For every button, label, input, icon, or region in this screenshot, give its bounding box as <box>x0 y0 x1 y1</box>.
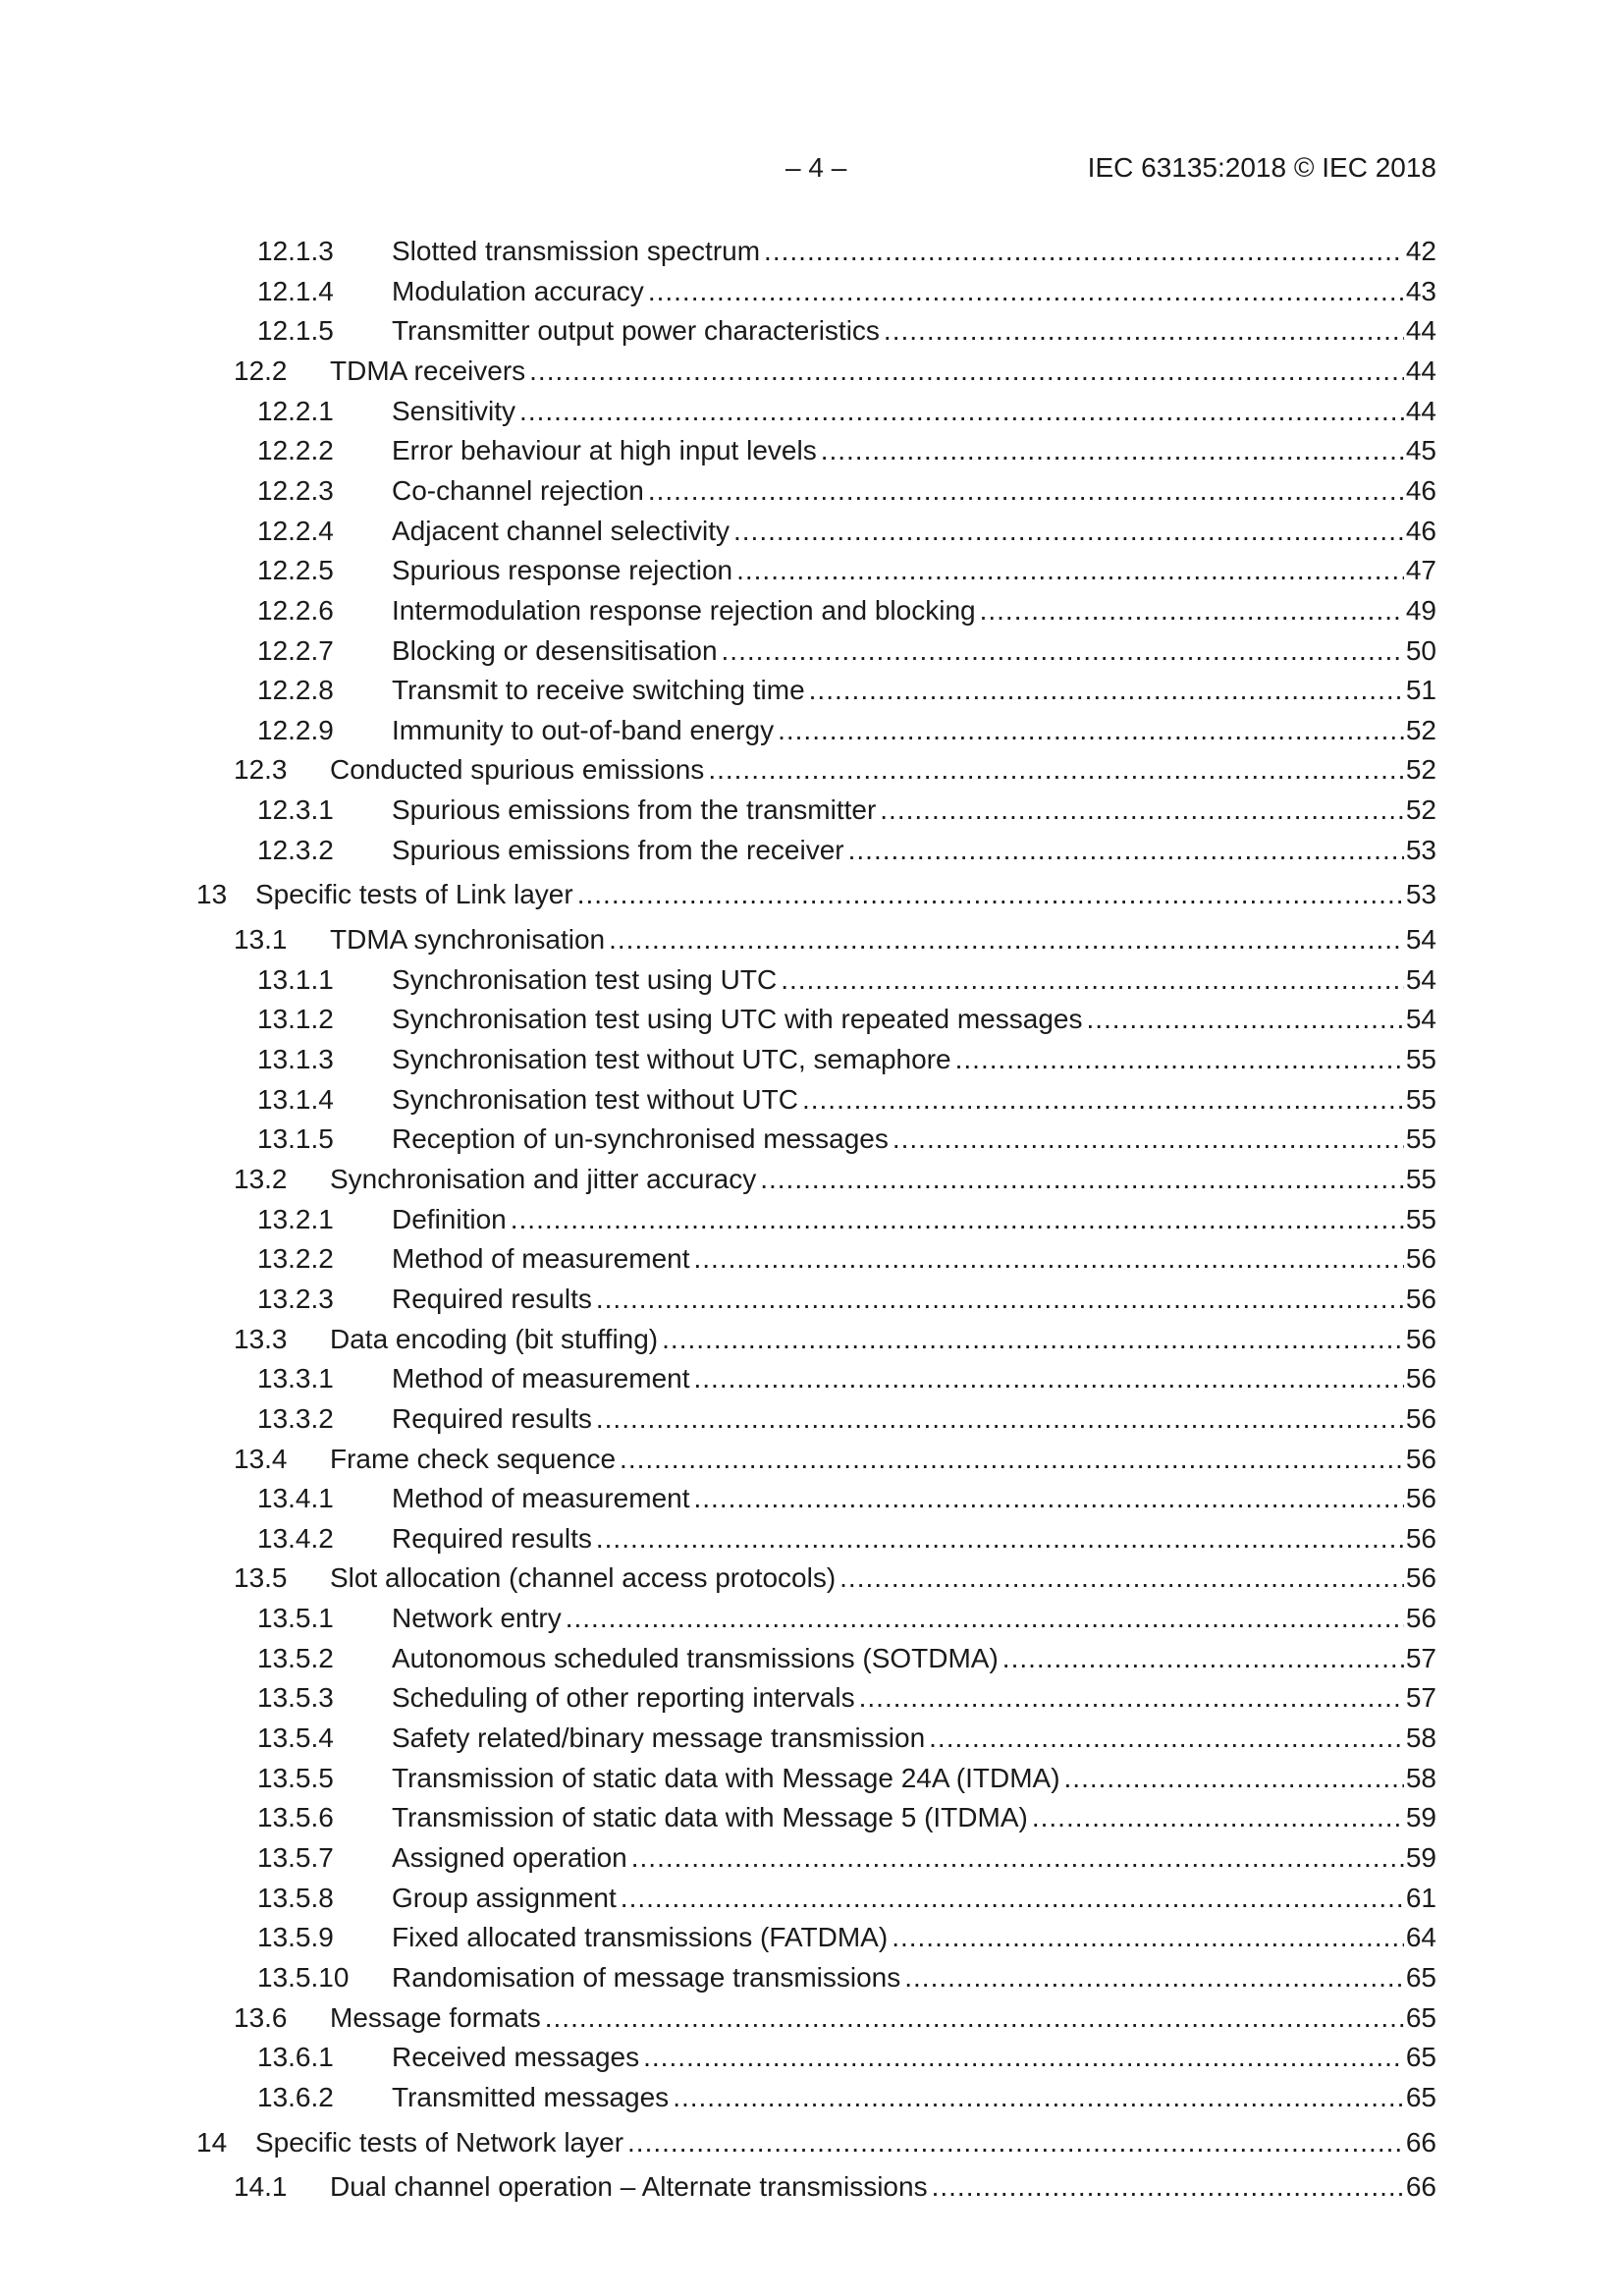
toc-entry-title: Method of measurement <box>392 1243 690 1275</box>
toc-entry-title-line <box>392 2038 1436 2077</box>
toc-entry-page: 51 <box>1405 675 1436 706</box>
toc-entry-number: 12.1.5 <box>257 315 334 347</box>
toc-entry-title: Autonomous scheduled transmissions (SOTDMA) <box>392 1642 999 1673</box>
dot-leader <box>980 591 1404 630</box>
dot-leader <box>648 272 1404 311</box>
toc-entry[interactable] <box>0 1479 1623 1518</box>
toc-entry-page: 50 <box>1405 634 1436 666</box>
toc-entry-number: 13 <box>196 879 228 910</box>
toc-entry[interactable] <box>0 1599 1623 1638</box>
toc-entry[interactable] <box>0 392 1623 431</box>
toc-entry[interactable] <box>0 1080 1623 1120</box>
page-number: – 4 – <box>785 152 847 183</box>
toc-entry-number: 13.6.1 <box>257 2042 334 2073</box>
toc-entry-number: 12.2.6 <box>257 594 334 626</box>
toc-entry-title: Spurious emissions from the transmitter <box>392 794 877 826</box>
toc-entry[interactable] <box>0 431 1623 470</box>
dot-leader <box>519 392 1404 431</box>
toc-entry-title-line <box>255 875 1436 914</box>
dot-leader <box>859 1678 1404 1718</box>
toc-entry[interactable] <box>0 1678 1623 1718</box>
toc-entry-page: 52 <box>1405 714 1436 745</box>
standard-reference: IEC 63135:2018 © IEC 2018 <box>1087 152 1436 183</box>
toc-entry-number: 13.4.2 <box>257 1522 334 1554</box>
dot-leader <box>511 1200 1404 1239</box>
toc-entry-title-line <box>330 1440 1436 1479</box>
toc-entry[interactable] <box>0 272 1623 311</box>
toc-entry-title-line <box>392 1080 1436 1120</box>
dot-leader <box>643 2038 1404 2077</box>
toc-entry[interactable] <box>0 1838 1623 1878</box>
toc-entry-number: 13.3.2 <box>257 1402 334 1434</box>
toc-entry[interactable] <box>0 1519 1623 1558</box>
toc-entry-title-line <box>392 1918 1436 1957</box>
toc-entry-page: 65 <box>1405 2081 1436 2112</box>
toc-entry-title-line <box>392 1958 1436 1997</box>
toc-entry-title: Adjacent channel selectivity <box>392 515 730 546</box>
toc-entry-title-line <box>330 352 1436 391</box>
toc-entry-number: 13.5.8 <box>257 1882 334 1913</box>
toc-entry-number: 13.2.2 <box>257 1243 334 1275</box>
toc-entry[interactable] <box>0 960 1623 1000</box>
toc-entry-title: Synchronisation test using UTC with repeated messages <box>392 1004 1083 1035</box>
toc-entry-title: Required results <box>392 1522 592 1554</box>
toc-entry-number: 12.2.8 <box>257 675 334 706</box>
toc-entry-number: 12.3.1 <box>257 794 334 826</box>
toc-entry-page: 54 <box>1405 963 1436 995</box>
toc-entry[interactable] <box>0 1239 1623 1279</box>
toc-entry-page: 56 <box>1405 1522 1436 1554</box>
dot-leader <box>781 960 1404 1000</box>
toc-entry-title-line <box>392 1479 1436 1518</box>
toc-entry-title-line <box>392 1239 1436 1279</box>
toc-entry-title: Required results <box>392 1283 592 1314</box>
toc-entry-page: 57 <box>1405 1642 1436 1673</box>
toc-entry-page: 46 <box>1405 515 1436 546</box>
toc-entry-page: 65 <box>1405 2001 1436 2033</box>
toc-entry-page: 44 <box>1405 395 1436 426</box>
toc-entry-page: 49 <box>1405 594 1436 626</box>
dot-leader <box>955 1040 1404 1079</box>
toc-entry-title-line <box>392 1599 1436 1638</box>
toc-entry-page: 55 <box>1405 1163 1436 1194</box>
toc-entry-title-line <box>392 471 1436 511</box>
dot-leader <box>1086 1000 1403 1039</box>
toc-entry-number: 13.5.5 <box>257 1762 334 1793</box>
dot-leader <box>1064 1759 1404 1798</box>
toc-entry-title-line <box>392 1000 1436 1039</box>
dot-leader <box>545 1998 1404 2038</box>
dot-leader <box>596 1399 1404 1439</box>
toc-entry[interactable] <box>0 920 1623 959</box>
toc-entry-number: 12.2.3 <box>257 474 334 506</box>
toc-entry-title: Transmitted messages <box>392 2081 670 2112</box>
toc-entry-title-line <box>330 750 1436 790</box>
toc-entry-title-line <box>392 232 1436 271</box>
toc-entry-title: Specific tests of Network layer <box>255 2126 624 2158</box>
toc-entry-page: 52 <box>1405 794 1436 826</box>
toc-entry-page: 56 <box>1405 1243 1436 1275</box>
toc-entry-page: 42 <box>1405 236 1436 266</box>
dot-leader <box>932 2167 1404 2207</box>
toc-entry[interactable] <box>0 1958 1623 1997</box>
toc-entry-number: 12.2.9 <box>257 714 334 745</box>
toc-entry[interactable] <box>0 2123 1623 2162</box>
toc-entry[interactable] <box>0 1160 1623 1199</box>
toc-entry[interactable] <box>0 1998 1623 2038</box>
toc-entry-title-line <box>392 512 1436 551</box>
toc-entry-title: Spurious response rejection <box>392 555 733 586</box>
toc-entry-title: Intermodulation response rejection and blocking <box>392 594 976 626</box>
toc-entry-title: Scheduling of other reporting intervals <box>392 1682 855 1714</box>
toc-entry-number: 12.2.7 <box>257 634 334 666</box>
toc-entry[interactable] <box>0 631 1623 671</box>
toc-entry-title: Network entry <box>392 1603 562 1634</box>
toc-entry-title-line <box>392 831 1436 870</box>
toc-entry-page: 56 <box>1405 1402 1436 1434</box>
toc-entry-title-line <box>392 1040 1436 1079</box>
toc-entry-number: 13.6 <box>234 2001 288 2033</box>
toc-entry-page: 66 <box>1405 2126 1436 2158</box>
toc-entry-page: 54 <box>1405 924 1436 956</box>
toc-entry-number: 13.5.2 <box>257 1642 334 1673</box>
toc-entry-title: Message formats <box>330 2001 541 2033</box>
toc-entry-page: 53 <box>1405 834 1436 865</box>
toc-entry[interactable] <box>0 2167 1623 2207</box>
toc-entry-page: 58 <box>1405 1762 1436 1793</box>
toc-entry-page: 61 <box>1405 1882 1436 1913</box>
toc-entry[interactable] <box>0 2038 1623 2077</box>
toc-entry[interactable] <box>0 591 1623 630</box>
toc-entry-page: 46 <box>1405 474 1436 506</box>
toc-entry[interactable] <box>0 1000 1623 1039</box>
toc-entry-number: 12.3 <box>234 754 288 786</box>
toc-entry-page: 58 <box>1405 1722 1436 1754</box>
toc-entry-title: Synchronisation test using UTC <box>392 963 778 995</box>
toc-entry-title-line <box>330 1558 1436 1598</box>
toc-entry-number: 12.2.1 <box>257 395 334 426</box>
toc-entry-page: 66 <box>1405 2171 1436 2203</box>
toc-entry-title: Transmit to receive switching time <box>392 675 805 706</box>
toc-entry-number: 12.2.5 <box>257 555 334 586</box>
toc-entry-title: Modulation accuracy <box>392 275 644 306</box>
toc-entry-title: Safety related/binary message transmission <box>392 1722 926 1754</box>
toc-entry-title-line <box>392 711 1436 750</box>
toc-entry-title-line <box>255 2123 1436 2162</box>
toc-entry[interactable] <box>0 1120 1623 1159</box>
toc-entry-page: 56 <box>1405 1443 1436 1474</box>
toc-entry-title-line <box>392 392 1436 431</box>
dot-leader <box>1032 1798 1404 1837</box>
toc-entry-number: 13.5.1 <box>257 1603 334 1634</box>
dot-leader <box>802 1080 1404 1120</box>
toc-entry-page: 56 <box>1405 1562 1436 1594</box>
toc-entry-title: Error behaviour at high input levels <box>392 435 817 466</box>
toc-entry-page: 57 <box>1405 1682 1436 1714</box>
toc-entry-page: 44 <box>1405 355 1436 386</box>
toc-entry[interactable] <box>0 1879 1623 1918</box>
toc-entry-page: 56 <box>1405 1483 1436 1514</box>
toc-entry[interactable] <box>0 875 1623 914</box>
dot-leader <box>648 471 1404 511</box>
toc-entry-number: 13.5 <box>234 1562 288 1594</box>
toc-entry-number: 12.2 <box>234 355 288 386</box>
dot-leader <box>764 232 1404 271</box>
toc-entry-number: 13.2.1 <box>257 1203 334 1234</box>
dot-leader <box>631 1838 1404 1878</box>
dot-leader <box>821 431 1404 470</box>
dot-leader <box>722 631 1404 671</box>
toc-entry-title-line <box>392 631 1436 671</box>
toc-entry-page: 65 <box>1405 2042 1436 2073</box>
toc-entry-title-line <box>392 1200 1436 1239</box>
toc-entry-title: Reception of un-synchronised messages <box>392 1123 889 1155</box>
toc-entry-number: 13.5.7 <box>257 1842 334 1873</box>
toc-entry-page: 64 <box>1405 1922 1436 1953</box>
toc-entry-title-line <box>330 2167 1436 2207</box>
toc-entry-title: Received messages <box>392 2042 640 2073</box>
toc-entry[interactable] <box>0 1918 1623 1957</box>
toc-entry[interactable] <box>0 2078 1623 2117</box>
toc-entry-title-line <box>392 1798 1436 1837</box>
toc-entry-title-line <box>392 272 1436 311</box>
toc-entry-number: 13.1.1 <box>257 963 334 995</box>
toc-entry-title: Required results <box>392 1402 592 1434</box>
dot-leader <box>577 875 1404 914</box>
toc-entry-title-line <box>330 1998 1436 2038</box>
toc-entry-number: 13.5.3 <box>257 1682 334 1714</box>
toc-entry-page: 55 <box>1405 1083 1436 1115</box>
toc-entry-title: Method of measurement <box>392 1363 690 1394</box>
toc-entry-title: Immunity to out-of-band energy <box>392 714 775 745</box>
toc-entry-title: Transmitter output power characteristics <box>392 315 880 347</box>
dot-leader <box>708 750 1404 790</box>
toc-entry-number: 13.1 <box>234 924 288 956</box>
dot-leader <box>736 551 1404 590</box>
toc-entry[interactable] <box>0 1719 1623 1758</box>
dot-leader <box>929 1719 1404 1758</box>
toc-entry-title: Sensitivity <box>392 395 516 426</box>
toc-entry-page: 59 <box>1405 1842 1436 1873</box>
toc-entry[interactable] <box>0 831 1623 870</box>
toc-entry-page: 55 <box>1405 1123 1436 1155</box>
dot-leader <box>880 791 1404 830</box>
dot-leader <box>662 1320 1404 1359</box>
dot-leader <box>893 1120 1404 1159</box>
toc-entry-title: Transmission of static data with Message 24A (ITDMA) <box>392 1762 1060 1793</box>
toc-entry-number: 13.3 <box>234 1323 288 1354</box>
toc-entry-number: 13.6.2 <box>257 2081 334 2112</box>
toc-entry[interactable] <box>0 1280 1623 1319</box>
dot-leader <box>694 1359 1404 1398</box>
toc-entry-number: 13.5.10 <box>257 1961 350 1993</box>
toc-entry-title: Group assignment <box>392 1882 617 1913</box>
toc-entry-title-line <box>392 791 1436 830</box>
toc-entry-title: Transmission of static data with Message 5 (ITDMA) <box>392 1802 1028 1833</box>
toc-entry[interactable] <box>0 232 1623 271</box>
toc-entry-title: Definition <box>392 1203 507 1234</box>
toc-entry-page: 56 <box>1405 1363 1436 1394</box>
toc-entry[interactable] <box>0 1759 1623 1798</box>
toc-entry[interactable] <box>0 1359 1623 1398</box>
toc-entry-page: 55 <box>1405 1044 1436 1074</box>
dot-leader <box>733 512 1404 551</box>
toc-entry[interactable] <box>0 1200 1623 1239</box>
toc-entry-title: Conducted spurious emissions <box>330 754 705 786</box>
toc-entry-title-line <box>392 1399 1436 1439</box>
toc-entry-title: Specific tests of Link layer <box>255 879 573 910</box>
toc-entry-title-line <box>392 1120 1436 1159</box>
toc-entry-number: 12.1.3 <box>257 236 334 266</box>
toc-entry[interactable] <box>0 711 1623 750</box>
toc-entry-title-line <box>392 1519 1436 1558</box>
toc-entry-title-line <box>330 920 1436 959</box>
toc-entry-number: 13.2 <box>234 1163 288 1194</box>
toc-entry-page: 53 <box>1405 879 1436 910</box>
toc-entry-title-line <box>392 1838 1436 1878</box>
toc-entry-number: 13.3.1 <box>257 1363 334 1394</box>
dot-leader <box>673 2078 1404 2117</box>
toc-entry-title-line <box>392 1678 1436 1718</box>
dot-leader <box>566 1599 1404 1638</box>
toc-entry-title: Synchronisation test without UTC, semaphore <box>392 1044 951 1074</box>
toc-entry-page: 56 <box>1405 1283 1436 1314</box>
toc-entry-page: 52 <box>1405 754 1436 786</box>
toc-entry-title: TDMA synchronisation <box>330 924 606 956</box>
toc-entry-title-line <box>392 311 1436 351</box>
toc-entry-title-line <box>392 551 1436 590</box>
toc-entry[interactable] <box>0 352 1623 391</box>
dot-leader <box>778 711 1404 750</box>
toc-entry-title: Fixed allocated transmissions (FATDMA) <box>392 1922 889 1953</box>
toc-entry-page: 45 <box>1405 435 1436 466</box>
toc-entry-title-line <box>392 1639 1436 1678</box>
dot-leader <box>620 1440 1404 1479</box>
toc-entry-title: TDMA receivers <box>330 355 526 386</box>
dot-leader <box>892 1918 1404 1957</box>
toc-entry-number: 13.4.1 <box>257 1483 334 1514</box>
dot-leader <box>884 311 1404 351</box>
toc-entry-title-line <box>392 1359 1436 1398</box>
dot-leader <box>609 920 1404 959</box>
toc-entry-number: 13.1.4 <box>257 1083 334 1115</box>
toc-entry-title: Assigned operation <box>392 1842 627 1873</box>
toc-entry-title: Spurious emissions from the receiver <box>392 834 844 865</box>
toc-entry-page: 44 <box>1405 315 1436 347</box>
toc-entry-page: 56 <box>1405 1323 1436 1354</box>
toc-entry-page: 55 <box>1405 1203 1436 1234</box>
toc-entry-title-line <box>392 591 1436 630</box>
toc-entry[interactable] <box>0 311 1623 351</box>
dot-leader <box>529 352 1404 391</box>
dot-leader <box>627 2123 1404 2162</box>
toc-entry-number: 14 <box>196 2126 228 2158</box>
toc-entry-title-line <box>392 2078 1436 2117</box>
toc-entry-title-line <box>392 1719 1436 1758</box>
toc-entry-title-line <box>330 1160 1436 1199</box>
toc-entry-title: Frame check sequence <box>330 1443 617 1474</box>
toc-entry-page: 59 <box>1405 1802 1436 1833</box>
toc-entry-title-line <box>392 431 1436 470</box>
toc-entry-number: 13.5.6 <box>257 1802 334 1833</box>
toc-entry-number: 13.2.3 <box>257 1283 334 1314</box>
toc-entry-title-line <box>392 1280 1436 1319</box>
toc-entry-page: 56 <box>1405 1603 1436 1634</box>
toc-entry-page: 65 <box>1405 1961 1436 1993</box>
toc-entry-page: 47 <box>1405 555 1436 586</box>
toc-entry[interactable] <box>0 1320 1623 1359</box>
dot-leader <box>904 1958 1404 1997</box>
toc-entry-number: 12.2.2 <box>257 435 334 466</box>
toc-entry-number: 13.1.2 <box>257 1004 334 1035</box>
toc-entry-number: 14.1 <box>234 2171 288 2203</box>
toc-entry-title: Dual channel operation – Alternate transmissions <box>330 2171 928 2203</box>
dot-leader <box>621 1879 1404 1918</box>
toc-entry-title-line <box>330 1320 1436 1359</box>
toc-entry-title: Synchronisation and jitter accuracy <box>330 1163 757 1194</box>
toc-entry[interactable] <box>0 1558 1623 1598</box>
toc-entry[interactable] <box>0 791 1623 830</box>
toc-entry-title: Synchronisation test without UTC <box>392 1083 798 1115</box>
toc-entry-number: 12.1.4 <box>257 275 334 306</box>
toc-entry[interactable] <box>0 471 1623 511</box>
toc-entry-title: Slotted transmission spectrum <box>392 236 761 266</box>
toc-entry[interactable] <box>0 1399 1623 1439</box>
toc-entry-title-line <box>392 1879 1436 1918</box>
toc-entry[interactable] <box>0 750 1623 790</box>
dot-leader <box>839 1558 1404 1598</box>
toc-entry-page: 43 <box>1405 275 1436 306</box>
toc-entry[interactable] <box>0 512 1623 551</box>
dot-leader <box>596 1519 1404 1558</box>
toc-entry-title-line <box>392 1759 1436 1798</box>
toc-entry-title: Blocking or desensitisation <box>392 634 718 666</box>
toc-entry[interactable] <box>0 1440 1623 1479</box>
toc-entry-number: 13.1.5 <box>257 1123 334 1155</box>
dot-leader <box>694 1479 1404 1518</box>
toc-entry[interactable] <box>0 1798 1623 1837</box>
toc-entry-number: 13.5.4 <box>257 1722 334 1754</box>
dot-leader <box>809 671 1404 710</box>
toc-entry-title: Slot allocation (channel access protocols) <box>330 1562 837 1594</box>
toc-entry-title: Co-channel rejection <box>392 474 644 506</box>
dot-leader <box>596 1280 1404 1319</box>
toc-entry-title-line <box>392 960 1436 1000</box>
toc-entry-title: Data encoding (bit stuffing) <box>330 1323 659 1354</box>
toc-entry[interactable] <box>0 551 1623 590</box>
toc-entry[interactable] <box>0 1639 1623 1678</box>
toc-entry-number: 13.5.9 <box>257 1922 334 1953</box>
toc-entry-title: Randomisation of message transmissions <box>392 1961 901 1993</box>
dot-leader <box>760 1160 1404 1199</box>
toc-entry-title-line <box>392 671 1436 710</box>
toc-entry-title: Method of measurement <box>392 1483 690 1514</box>
toc-entry-number: 12.2.4 <box>257 515 334 546</box>
dot-leader <box>1002 1639 1404 1678</box>
toc-entry-number: 13.4 <box>234 1443 288 1474</box>
toc-entry-number: 12.3.2 <box>257 834 334 865</box>
toc-entry[interactable] <box>0 671 1623 710</box>
toc-entry-page: 54 <box>1405 1004 1436 1035</box>
dot-leader <box>694 1239 1404 1279</box>
toc-entry[interactable] <box>0 1040 1623 1079</box>
dot-leader <box>848 831 1404 870</box>
toc-entry-number: 13.1.3 <box>257 1044 334 1074</box>
